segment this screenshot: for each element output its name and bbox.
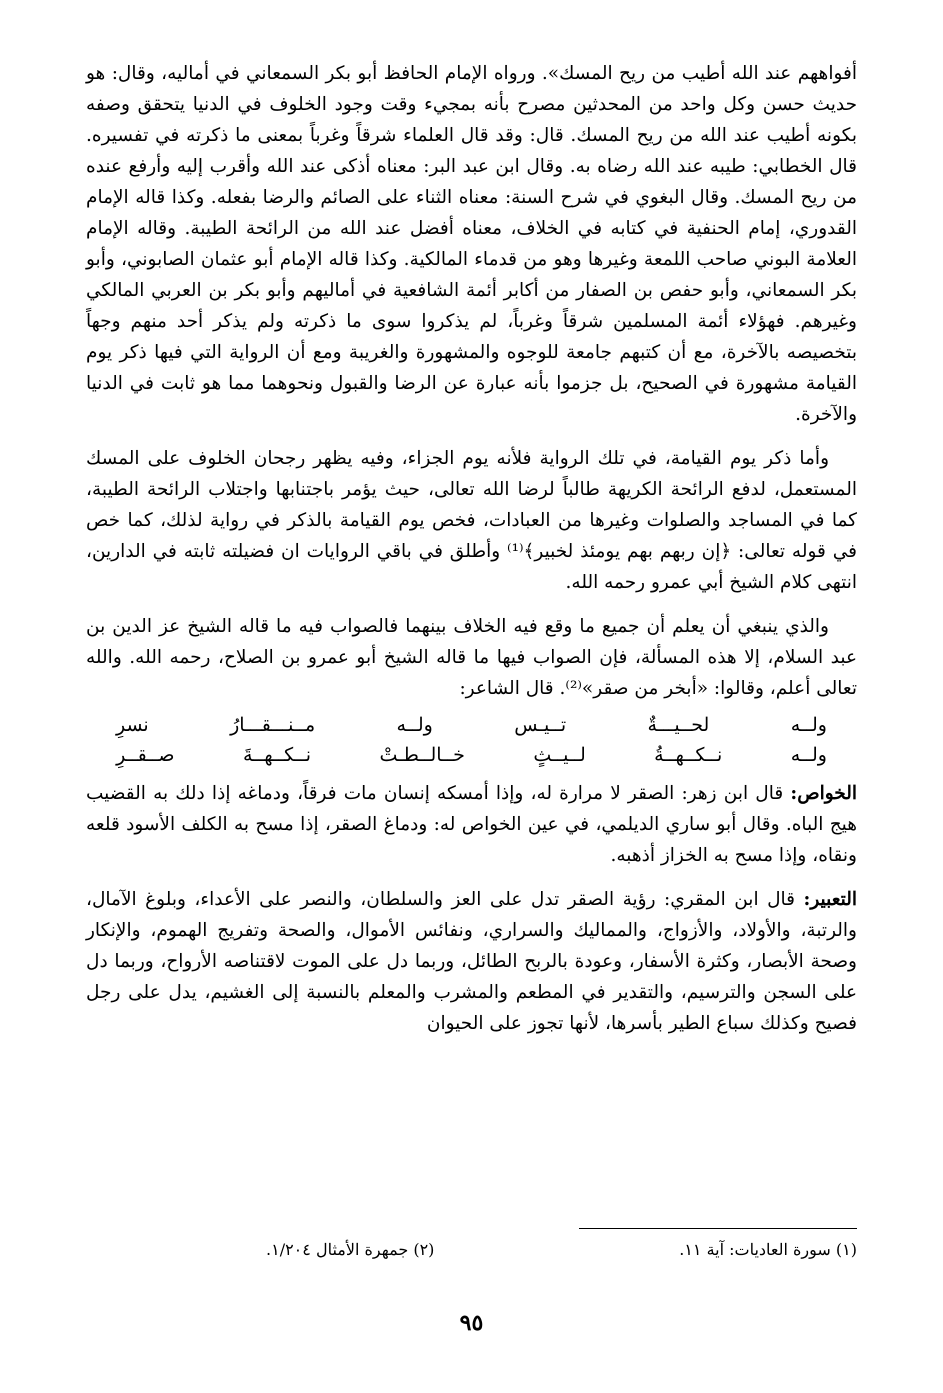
paragraph-3: والذي ينبغي أن يعلم أن جميع ما وقع فيه الخلاف بينهما فالصواب فيه ما قاله الشيخ عز الدين بن عبد السلام، إلا هذه المسألة، فإن الصواب فيها ما قاله الشيخ أبو عمرو بن الصلاح، رحمه الله. والله تعالى أعلم، وقالوا: «أبخر من صقر»⁽²⁾. قال الشاعر:	[86, 616, 857, 699]
paragraph-1: أفواههم عند الله أطيب من ريح المسك». ورواه الإمام الحافظ أبو بكر السمعاني في أماليه، وقال: هو حديث حسن وكل واحد من المحدثين مصرح بأنه بمجيء وقت وجود الخلوف في الدنيا يتحقق وصفه بكونه أطيب عند الله من ريح المسك. قال: وقد قال العلماء شرقاً وغرباً بمعنى ما ذكرته في تفسيره. قال الخطابي: طيبه عند الله رضاه به. وقال ابن عبد البر: معناه أذكى عند الله وأقرب إليه وأرفع عنده من ريح المسك. وقال البغوي في شرح السنة: معناه الثناء على الصائم والرضا بفعله. وكذا قاله الإمام القدوري، إمام الحنفية في كتابه في الخلاف، معناه أفضل عند الله من الرائحة الطيبة. وقاله الإمام العلامة البوني صاحب اللمعة وغيرها وهو من قدماء المالكية. وكذا قاله الإمام أبو عثمان الصابوني، وأبو بكر السمعاني، وأبو حفص بن الصفار من أكابر أئمة الشافعية في أماليهم وأبو بكر بن العربي المالكي وغيرهم. فهؤلاء أئمة المسلمين شرقاً وغرباً، لم يذكروا سوى ما ذكرته ولم يذكر أحد منهم وجهاً بتخصيصه بالآخرة، مع أن كتبهم جامعة للوجوه والمشهورة والغريبة ومع أن الرواية التي فيها ذكر يوم القيامة مشهورة في الصحيح، بل جزموا بأنه عبارة عن الرضا والقبول ونحوهما مما هو ثابت في الدنيا والآخرة.	[86, 63, 857, 425]
poem-word: مــنـــقـــارُ	[230, 714, 316, 736]
tabir-label: التعبير:	[803, 889, 857, 910]
poem-word: ولــه	[790, 744, 827, 766]
poem-word: لــيــثٍ	[533, 744, 586, 766]
poem-word: لحــيـــةٌ	[647, 714, 710, 736]
poem-word: نسرِ	[116, 714, 149, 736]
khawas-paragraph	[86, 778, 857, 871]
poem-verse-1	[116, 710, 827, 740]
poem-verse-2	[116, 740, 827, 770]
tabir-paragraph	[86, 884, 857, 1039]
footnotes	[86, 1240, 857, 1259]
poem-word: نــكــهــةُ	[654, 744, 723, 766]
poem-word: خــالــطـتْ	[379, 744, 465, 766]
khawas-label: الخواص:	[790, 783, 857, 804]
poem-word: صــقــرِ	[116, 744, 175, 766]
khawas-text: قال ابن زهر: الصقر لا مرارة له، وإذا أمسكه إنسان مات فرقاً، ودماغه إذا دلك به القضيب هيج الباه. وقال أبو ساري الديلمي، في عين الخواص له: ودماغ الصقر، إذا مسح به الكلف الأسود قلعه ونقاه، وإذا مسح به الخزاز أذهبه.	[86, 783, 857, 866]
poem-word: ولــه	[396, 714, 433, 736]
tabir-text: قال ابن المقري: رؤية الصقر تدل على العز والسلطان، والنصر على الأعداء، وبلوغ الآمال، والرتبة، والأولاد، والأزواج، والمماليك والسراري، ونفائس الأموال، والصحة وتفريج الهموم، والإنكار وصحة الأبصار، وكثرة الأسفار، وعودة بالربح الطائل، وربما دل على الموت لاقتناصه الأرواح، وربما دل على السجن والترسيم، والتقدير في المطعم والمشرب والمعلم بالنسبة إلى الغشيم، يدل على رجل فصيح وكذلك سباع الطير بأسرها، لأنها تجوز على الحيوان	[86, 889, 857, 1034]
footnote-1: (١) سورة العاديات: آية ١١.	[679, 1240, 857, 1259]
main-text	[86, 58, 857, 1052]
paragraph-2: وأما ذكر يوم القيامة، في تلك الرواية فلأنه يوم الجزاء، وفيه يظهر رجحان الخلوف على المسك المستعمل، لدفع الرائحة الكريهة طالباً لرضا الله تعالى، حيث يؤمر باجتنابها واجتلاب الرائحة الطيبة، كما في المساجد والصلوات وغيرها من العبادات، فخص يوم القيامة بالذكر في رواية لذلك، كما خص في قوله تعالى: ﴿إن ربهم بهم يومئذ لخبير﴾⁽¹⁾ وأطلق في باقي الروايات ان فضيلته ثابته في الدارين، انتهى كلام الشيخ أبي عمرو رحمه الله.	[86, 448, 857, 593]
poem-word: نــكــهــةَ	[242, 744, 312, 766]
footnote-divider	[579, 1228, 857, 1229]
poem	[86, 710, 857, 770]
poem-word: تــيـس	[514, 714, 567, 736]
footnote-2: (٢) جمهرة الأمثال ١/٢٠٤.	[266, 1240, 435, 1259]
poem-word: ولــه	[790, 714, 827, 736]
page-number: ٩٥	[459, 1310, 484, 1336]
